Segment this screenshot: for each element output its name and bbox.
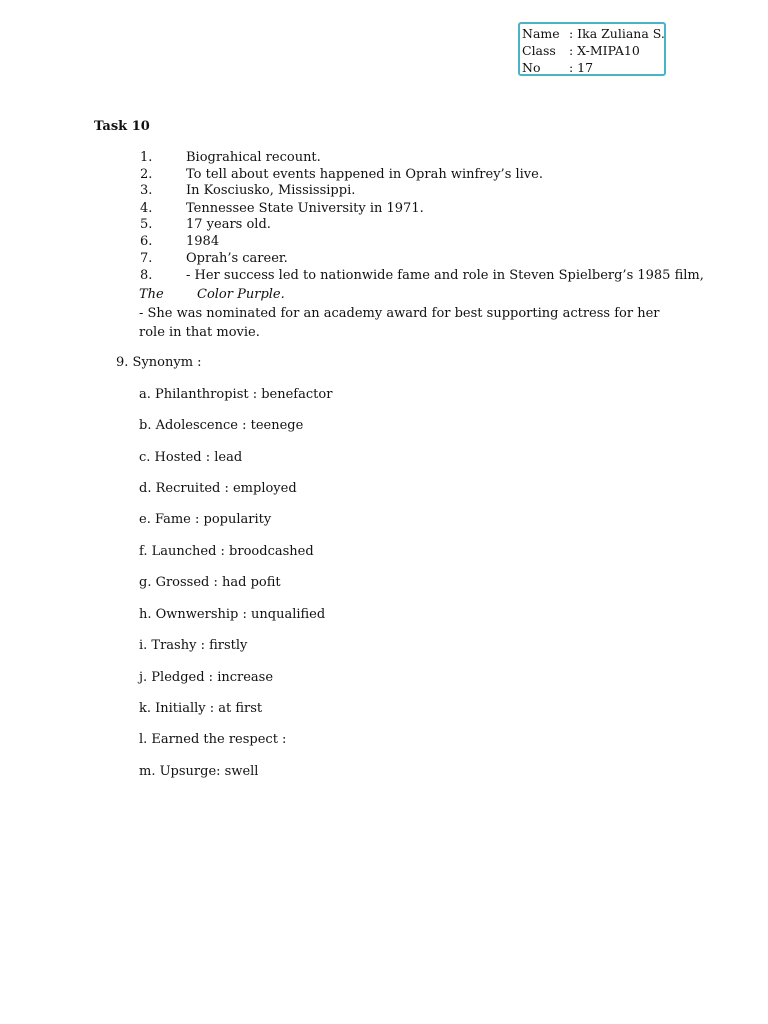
- answer-text: Tennessee State University in 1971.: [186, 201, 424, 216]
- synonym-item: b. Adolescence : teenege: [139, 418, 304, 433]
- film-title-color-purple: Color Purple.: [197, 287, 285, 302]
- answer-text: Oprah’s career.: [186, 251, 288, 266]
- synonym-item: d. Recruited : employed: [139, 481, 297, 496]
- synonym-item: l. Earned the respect :: [139, 732, 287, 747]
- student-info-box: [518, 22, 666, 76]
- film-title-the: The: [139, 287, 164, 302]
- number-value: : 17: [569, 60, 594, 75]
- synonym-item: h. Ownwership : unqualified: [139, 607, 326, 622]
- class-row: [522, 42, 664, 59]
- answer-text: To tell about events happened in Oprah winfrey’s live.: [186, 167, 543, 182]
- synonym-item: m. Upsurge: swell: [139, 764, 259, 779]
- synonym-item: c. Hosted : lead: [139, 450, 243, 465]
- answer-number: 7.: [140, 251, 153, 266]
- synonym-heading: 9. Synonym :: [116, 355, 202, 370]
- synonym-item: e. Fame : popularity: [139, 512, 272, 527]
- name-label: Name: [522, 26, 560, 41]
- answer-number: 4.: [140, 201, 153, 216]
- synonym-item: f. Launched : broodcashed: [139, 544, 314, 559]
- answer-number: 5.: [140, 217, 153, 232]
- answer-text: - Her success led to nationwide fame and role in Steven Spielberg’s 1985 film,: [186, 268, 704, 283]
- synonym-item: k. Initially : at first: [139, 701, 263, 716]
- synonym-item: g. Grossed : had pofit: [139, 575, 281, 590]
- answer-text: 17 years old.: [186, 217, 271, 232]
- number-row: [522, 59, 664, 76]
- answer-text: In Kosciusko, Mississippi.: [186, 183, 356, 198]
- synonym-item: j. Pledged : increase: [139, 670, 274, 685]
- answer-number: 3.: [140, 183, 153, 198]
- number-label: No: [522, 60, 541, 75]
- name-value: : Ika Zuliana S.: [569, 26, 665, 41]
- answer-text: Biograhical recount.: [186, 150, 321, 165]
- class-value: : X-MIPA10: [569, 43, 640, 58]
- synonym-item: a. Philanthropist : benefactor: [139, 387, 333, 402]
- answer-number: 2.: [140, 167, 153, 182]
- answer-number: 1.: [140, 150, 153, 165]
- answer-number: 8.: [140, 268, 153, 283]
- name-row: [522, 25, 664, 42]
- answer-text: 1984: [186, 234, 220, 249]
- nomination-text: - She was nominated for an academy award for best supporting actress for her role in that movie.: [139, 306, 660, 340]
- task-title: Task 10: [94, 119, 150, 134]
- answer-number: 6.: [140, 234, 153, 249]
- synonym-item: i. Trashy : firstly: [139, 638, 248, 653]
- class-label: Class: [522, 43, 556, 58]
